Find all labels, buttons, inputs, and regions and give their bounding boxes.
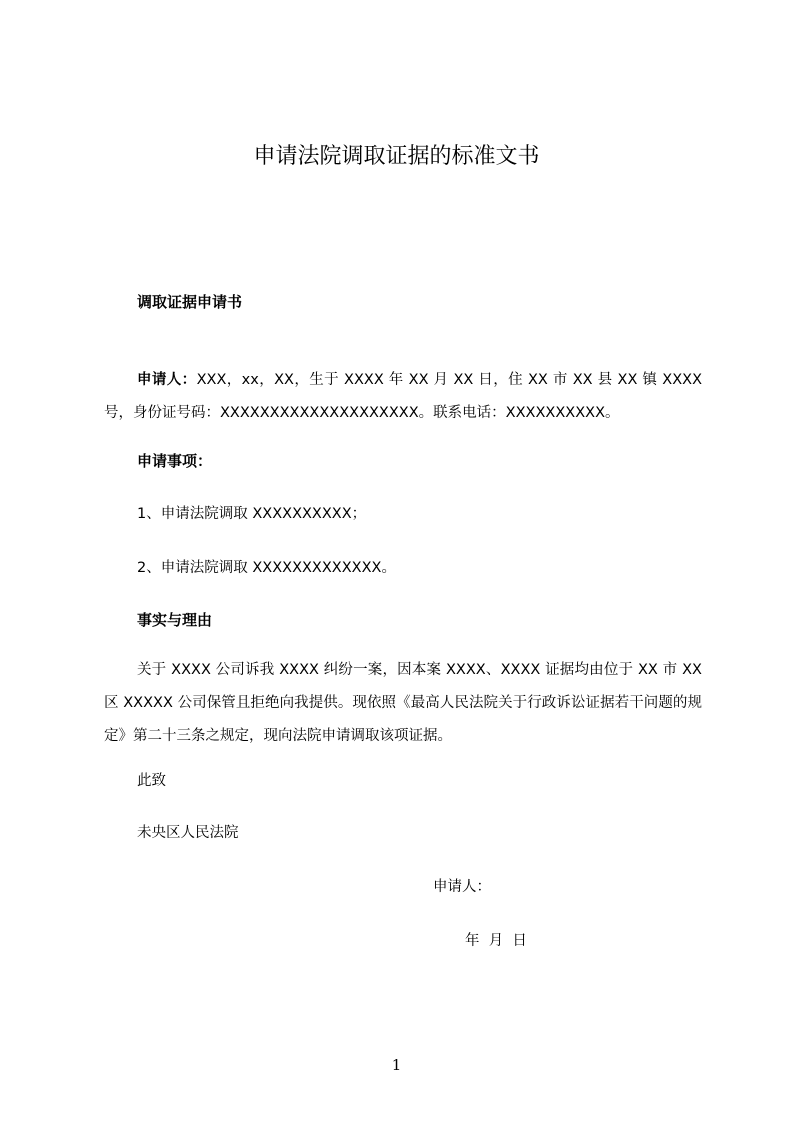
matter-item-1: 1、申请法院调取 XXXXXXXXXX； — [137, 506, 367, 522]
applicant-label: 申请人： — [137, 372, 197, 388]
applicant-details: XXX，xx，XX，生于 XXXX 年 XX 月 XX 日，住 XX 市 XX 县 XX 镇 XXXX 号，身份证号码：XXXXXXXXXXXXXXXXXXXX。联系电话：XXXXXXXXXX。 — [104, 372, 703, 421]
facts-heading: 事实与理由 — [137, 611, 213, 629]
page-number: 1 — [391, 1056, 402, 1074]
date-line: 年 月 日 — [465, 933, 527, 949]
document-title: 申请法院调取证据的标准文书 — [253, 144, 540, 169]
matters-heading: 申请事项： — [137, 452, 213, 470]
closing-salutation: 此致 — [137, 773, 166, 789]
facts-paragraph: 关于 XXXX 公司诉我 XXXX 纠纷一案，因本案 XXXX、XXXX 证据均由位于 XX 市 XX 区 XXXXX 公司保管且拒绝向我提供。现依照《最高人民法院关于行政诉讼证据若干问题的规定》第二十三条之规定，现向法院申请调取该项证据。 — [104, 662, 702, 744]
applicant-paragraph — [104, 364, 702, 430]
application-heading: 调取证据申请书 — [137, 293, 243, 311]
matter-item-2: 2、申请法院调取 XXXXXXXXXXXXX。 — [137, 560, 396, 576]
signature-label: 申请人： — [433, 879, 491, 895]
court-name: 未央区人民法院 — [137, 825, 239, 841]
